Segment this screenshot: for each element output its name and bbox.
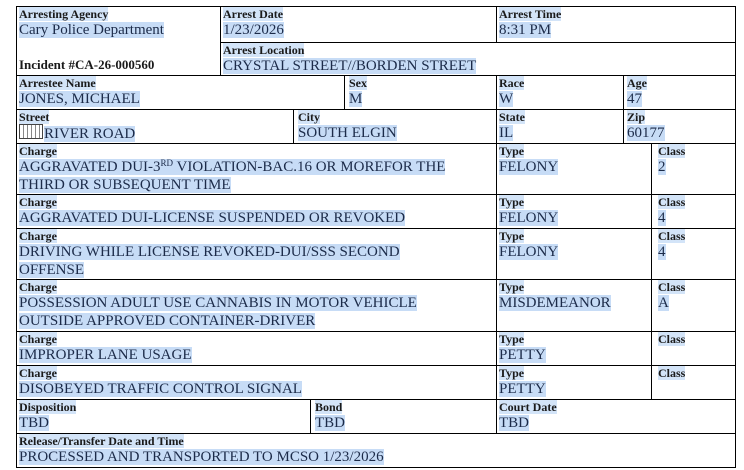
arrest-location-cell — [220, 42, 497, 76]
charge-5-type-label: Type — [499, 332, 525, 346]
agency-label: Arresting Agency — [19, 7, 109, 21]
charge-3-class-label: Class — [658, 229, 686, 243]
charge-3-class-value: 4 — [658, 244, 666, 260]
bond-value: TBD — [315, 415, 345, 431]
charge-1-line-1: AGGRAVATED DUI-3RD VIOLATION-BAC.16 OR MOREFOR THE — [19, 158, 446, 175]
arrest-location-label: Arrest Location — [223, 43, 305, 57]
charge-6-class-label: Class — [658, 366, 686, 380]
arrest-time-label: Arrest Time — [499, 7, 562, 21]
charge-4-class-cell — [651, 279, 736, 332]
charge-6-cell — [16, 365, 497, 400]
city-cell — [293, 109, 497, 144]
court-date-label: Court Date — [499, 400, 557, 414]
agency-value: Cary Police Department — [19, 22, 164, 38]
charge-2-cell — [16, 194, 497, 229]
agency-cell — [16, 6, 221, 76]
street-label: Street — [19, 110, 50, 124]
charge-1-type-cell — [496, 143, 652, 195]
charge-2-class-cell — [651, 194, 736, 229]
charge-3-cell — [16, 228, 497, 280]
disposition-label: Disposition — [19, 400, 77, 414]
bond-cell — [310, 399, 497, 434]
arrestee-name-label: Arrestee Name — [19, 76, 96, 90]
charge-2-class-label: Class — [658, 195, 686, 209]
charge-1-class-label: Class — [658, 144, 686, 158]
sex-value: M — [349, 91, 363, 107]
age-label: Age — [627, 76, 647, 90]
arrest-location-value: CRYSTAL STREET//BORDEN STREET — [223, 58, 477, 74]
charge-5-cell — [16, 331, 497, 366]
charge-1-type-value: FELONY — [499, 159, 559, 175]
charge-3-type-cell — [496, 228, 652, 280]
charge-2-label: Charge — [19, 195, 57, 209]
zip-cell — [623, 109, 736, 144]
charge-3-class-cell — [651, 228, 736, 280]
arrest-time-cell — [496, 6, 736, 43]
state-cell — [496, 109, 624, 144]
charge-6-type-cell — [496, 365, 652, 400]
charge-6-class-cell — [651, 365, 736, 400]
charge-1-line-2: THIRD OR SUBSEQUENT TIME — [19, 177, 231, 193]
zip-value: 60177 — [627, 125, 665, 141]
release-label: Release/Transfer Date and Time — [19, 434, 184, 448]
charge-5-class-cell — [651, 331, 736, 366]
charge-2-class-value: 4 — [658, 210, 666, 226]
race-value: W — [499, 91, 514, 107]
charge-4-line-2: OUTSIDE APPROVED CONTAINER-DRIVER — [19, 313, 316, 329]
street-value: RIVER ROAD — [17, 124, 293, 143]
charge-5-type-value: PETTY — [499, 347, 546, 363]
charge-5-line-1: IMPROPER LANE USAGE — [19, 347, 192, 363]
arrest-date-value: 1/23/2026 — [223, 22, 284, 38]
charge-4-line-1: POSSESSION ADULT USE CANNABIS IN MOTOR VEHICLE — [19, 295, 417, 311]
charge-2-type-cell — [496, 194, 652, 229]
state-value: IL — [499, 125, 514, 141]
charge-4-class-label: Class — [658, 280, 686, 294]
charge-4-type-label: Type — [499, 280, 525, 294]
charge-6-type-label: Type — [499, 366, 525, 380]
arrest-date-label: Arrest Date — [223, 7, 284, 21]
charge-1-class-cell — [651, 143, 736, 195]
charge-4-type-value: MISDEMEANOR — [499, 295, 611, 311]
race-cell — [496, 75, 624, 110]
charge-6-type-value: PETTY — [499, 381, 546, 397]
street-cell — [16, 109, 294, 144]
disposition-cell — [16, 399, 311, 434]
age-value: 47 — [627, 91, 642, 107]
sex-cell — [344, 75, 497, 110]
state-label: State — [499, 110, 525, 124]
charge-6-label: Charge — [19, 366, 57, 380]
charge-4-class-value: A — [658, 295, 669, 311]
arrest-date-cell — [220, 6, 497, 43]
court-date-value: TBD — [499, 415, 529, 431]
court-date-cell — [496, 399, 736, 434]
arrest-report-form — [16, 6, 736, 468]
charge-4-type-cell — [496, 279, 652, 332]
charge-4-label: Charge — [19, 280, 57, 294]
charge-3-label: Charge — [19, 229, 57, 243]
location-right-cell — [496, 42, 736, 76]
zip-label: Zip — [627, 110, 646, 124]
charge-2-line-1: AGGRAVATED DUI-LICENSE SUSPENDED OR REVOKED — [19, 210, 406, 226]
charge-2-type-value: FELONY — [499, 210, 559, 226]
charge-1-cell — [16, 143, 497, 195]
age-cell — [623, 75, 736, 110]
arrest-time-value: 8:31 PM — [499, 22, 552, 38]
release-value: PROCESSED AND TRANSPORTED TO MCSO 1/23/2026 — [19, 449, 384, 465]
bond-label: Bond — [315, 400, 343, 414]
release-cell — [16, 433, 736, 468]
redaction-mark — [19, 124, 43, 139]
disposition-value: TBD — [19, 415, 49, 431]
city-label: City — [298, 110, 320, 124]
charge-3-line-1: DRIVING WHILE LICENSE REVOKED-DUI/SSS SECOND — [19, 244, 400, 260]
charge-2-type-label: Type — [499, 195, 525, 209]
charge-3-line-2: OFFENSE — [19, 262, 85, 278]
charge-3-type-label: Type — [499, 229, 525, 243]
charge-1-label: Charge — [19, 144, 57, 158]
charge-5-type-cell — [496, 331, 652, 366]
sex-label: Sex — [349, 76, 367, 90]
city-value: SOUTH ELGIN — [298, 125, 397, 141]
charge-4-cell — [16, 279, 497, 332]
incident-number: Incident #CA-26-000560 — [19, 57, 155, 72]
charge-5-class-label: Class — [658, 332, 686, 346]
race-label: Race — [499, 76, 525, 90]
charge-5-label: Charge — [19, 332, 57, 346]
charge-3-type-value: FELONY — [499, 244, 559, 260]
charge-6-line-1: DISOBEYED TRAFFIC CONTROL SIGNAL — [19, 381, 302, 397]
charge-1-class-value: 2 — [658, 159, 666, 175]
charge-1-type-label: Type — [499, 144, 525, 158]
arrestee-name-value: JONES, MICHAEL — [19, 91, 140, 107]
arrestee-name-cell — [16, 75, 345, 110]
